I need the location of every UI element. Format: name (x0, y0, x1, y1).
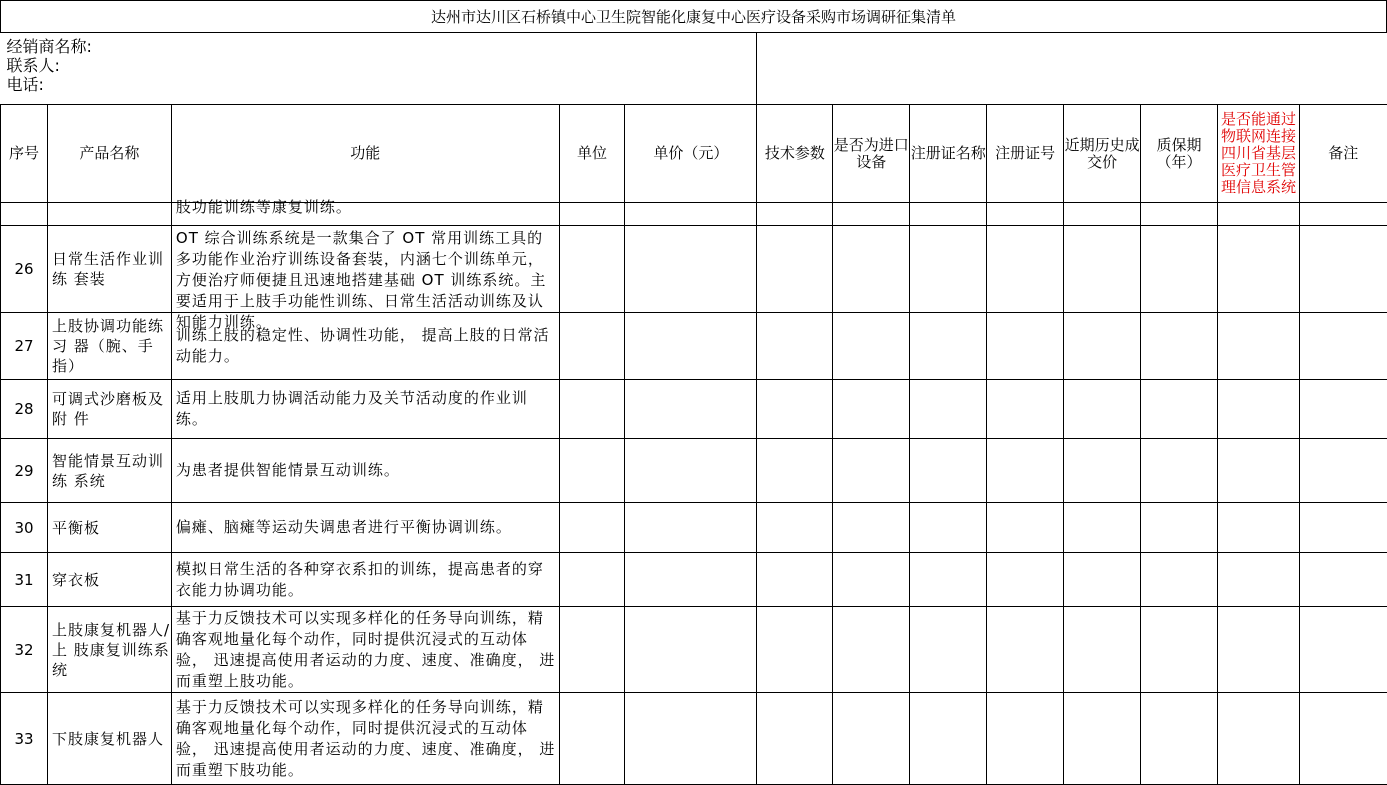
cell-reg-cert-name[interactable] (910, 380, 987, 439)
cell-unit[interactable] (559, 203, 625, 226)
table-row (1, 693, 1387, 785)
cell-unit-price[interactable] (625, 607, 757, 693)
cell-imported[interactable] (833, 380, 910, 439)
cell-warranty[interactable] (1141, 380, 1218, 439)
cell-iot-connect[interactable] (1218, 607, 1300, 693)
dealer-info-blank (757, 33, 1387, 105)
cell-recent-price[interactable] (1064, 607, 1141, 693)
cell-tech-params[interactable] (757, 313, 833, 380)
cell-unit-price[interactable] (625, 693, 757, 785)
row-seq: 32 (1, 607, 48, 693)
dealer-name-label: 经销商名称: (6, 37, 92, 56)
row-function: 偏瘫、脑瘫等运动失调患者进行平衡协调训练。 (171, 503, 559, 553)
cell-unit[interactable] (559, 693, 625, 785)
cell-remarks[interactable] (1299, 203, 1386, 226)
cell-imported[interactable] (833, 439, 910, 503)
cell-remarks[interactable] (1299, 313, 1386, 380)
header-imported: 是否为进口设备 (833, 105, 910, 203)
dealer-info-block (1, 33, 757, 105)
cell-reg-cert-name[interactable] (910, 503, 987, 553)
row-seq: 29 (1, 439, 48, 503)
cell-remarks[interactable] (1299, 380, 1386, 439)
cell-imported[interactable] (833, 693, 910, 785)
cell-remarks[interactable] (1299, 226, 1386, 313)
cell-unit-price[interactable] (625, 203, 757, 226)
cell-warranty[interactable] (1141, 553, 1218, 607)
cell-recent-price[interactable] (1064, 313, 1141, 380)
cell-reg-cert-name[interactable] (910, 693, 987, 785)
contact-label: 联系人: (6, 56, 60, 75)
cell-unit[interactable] (559, 503, 625, 553)
cell-reg-cert-no[interactable] (987, 203, 1064, 226)
row-product-name: 可调式沙磨板及附 件 (47, 380, 171, 439)
cell-unit[interactable] (559, 607, 625, 693)
cell-recent-price[interactable] (1064, 553, 1141, 607)
row-product-name (47, 203, 171, 226)
row-product-name: 智能情景互动训练 系统 (47, 439, 171, 503)
cell-iot-connect[interactable] (1218, 503, 1300, 553)
cell-reg-cert-name[interactable] (910, 439, 987, 503)
cell-recent-price[interactable] (1064, 380, 1141, 439)
cell-remarks[interactable] (1299, 693, 1386, 785)
row-seq: 27 (1, 313, 48, 380)
header-product-name: 产品名称 (47, 105, 171, 203)
header-iot-connect: 是否能通过物联网连接四川省基层医疗卫生管理信息系统 (1218, 105, 1300, 203)
cell-iot-connect[interactable] (1218, 203, 1300, 226)
cell-unit-price[interactable] (625, 380, 757, 439)
row-seq: 31 (1, 553, 48, 607)
cell-reg-cert-no[interactable] (987, 313, 1064, 380)
cell-imported[interactable] (833, 203, 910, 226)
table-row (1, 607, 1387, 693)
cell-unit[interactable] (559, 313, 625, 380)
cell-unit-price[interactable] (625, 313, 757, 380)
header-reg-cert-name: 注册证名称 (910, 105, 987, 203)
row-product-name: 下肢康复机器人 (47, 693, 171, 785)
row-function (171, 226, 559, 331)
cell-imported[interactable] (833, 226, 910, 313)
cell-unit-price[interactable] (625, 503, 757, 553)
row-function-text: 肢功能训练等康复训练。 (175, 198, 352, 216)
cell-tech-params[interactable] (757, 203, 833, 226)
cell-reg-cert-name[interactable] (910, 313, 987, 380)
cell-reg-cert-name[interactable] (910, 226, 987, 313)
cell-warranty[interactable] (1141, 439, 1218, 503)
cell-tech-params[interactable] (757, 439, 833, 503)
cell-reg-cert-no[interactable] (987, 607, 1064, 693)
table-row (1, 380, 1387, 439)
cell-unit-price[interactable] (625, 553, 757, 607)
cell-unit[interactable] (559, 553, 625, 607)
sheet-title: 达州市达川区石桥镇中心卫生院智能化康复中心医疗设备采购市场调研征集清单 (1, 1, 1387, 33)
cell-reg-cert-no[interactable] (987, 380, 1064, 439)
row-product-name: 日常生活作业训练 套装 (47, 226, 171, 313)
cell-remarks[interactable] (1299, 607, 1386, 693)
row-function (171, 198, 559, 226)
header-unit-price: 单价（元） (625, 105, 757, 203)
cell-iot-connect[interactable] (1218, 693, 1300, 785)
table-row (1, 503, 1387, 553)
cell-remarks[interactable] (1299, 439, 1386, 503)
row-function: 基于力反馈技术可以实现多样化的任务导向训练，精确客观地量化每个动作，同时提供沉浸式的互动体验， 迅速提高使用者运动的力度、速度、准确度， 进而重塑下肢功能。 (171, 693, 559, 785)
row-seq: 33 (1, 693, 48, 785)
cell-warranty[interactable] (1141, 313, 1218, 380)
cell-remarks[interactable] (1299, 503, 1386, 553)
cell-unit[interactable] (559, 439, 625, 503)
row-seq: 28 (1, 380, 48, 439)
cell-warranty[interactable] (1141, 226, 1218, 313)
cell-tech-params[interactable] (757, 380, 833, 439)
cell-reg-cert-name[interactable] (910, 553, 987, 607)
cell-tech-params[interactable] (757, 607, 833, 693)
row-product-name: 上肢康复机器人/上 肢康复训练系统 (47, 607, 171, 693)
row-product-name: 平衡板 (47, 503, 171, 553)
cell-reg-cert-name[interactable] (910, 203, 987, 226)
cell-tech-params[interactable] (757, 503, 833, 553)
cell-recent-price[interactable] (1064, 226, 1141, 313)
table-row (1, 226, 1387, 313)
cell-reg-cert-no[interactable] (987, 693, 1064, 785)
cell-recent-price[interactable] (1064, 693, 1141, 785)
row-seq (1, 203, 48, 226)
cell-warranty[interactable] (1141, 203, 1218, 226)
cell-unit[interactable] (559, 380, 625, 439)
cell-imported[interactable] (833, 553, 910, 607)
cell-warranty[interactable] (1141, 503, 1218, 553)
cell-iot-connect[interactable] (1218, 553, 1300, 607)
header-remarks: 备注 (1299, 105, 1386, 203)
table-row (1, 439, 1387, 503)
header-reg-cert-no: 注册证号 (987, 105, 1064, 203)
table-row (1, 203, 1387, 226)
cell-tech-params[interactable] (757, 226, 833, 313)
row-function: 基于力反馈技术可以实现多样化的任务导向训练，精确客观地量化每个动作，同时提供沉浸式的互动体验， 迅速提高使用者运动的力度、速度、准确度， 进而重塑上肢功能。 (171, 607, 559, 693)
cell-remarks[interactable] (1299, 553, 1386, 607)
row-function: 模拟日常生活的各种穿衣系扣的训练，提高患者的穿衣能力协调功能。 (171, 553, 559, 607)
cell-unit[interactable] (559, 226, 625, 313)
phone-label: 电话: (6, 75, 44, 94)
cell-recent-price[interactable] (1064, 439, 1141, 503)
header-seq: 序号 (1, 105, 48, 203)
cell-imported[interactable] (833, 607, 910, 693)
cell-iot-connect[interactable] (1218, 313, 1300, 380)
cell-warranty[interactable] (1141, 607, 1218, 693)
header-recent-price: 近期历史成交价 (1064, 105, 1141, 203)
cell-iot-connect[interactable] (1218, 226, 1300, 313)
cell-imported[interactable] (833, 503, 910, 553)
row-product-name: 穿衣板 (47, 553, 171, 607)
cell-tech-params[interactable] (757, 693, 833, 785)
header-function: 功能 (171, 105, 559, 203)
row-seq: 30 (1, 503, 48, 553)
cell-tech-params[interactable] (757, 553, 833, 607)
cell-unit-price[interactable] (625, 439, 757, 503)
cell-reg-cert-name[interactable] (910, 607, 987, 693)
row-function: 为患者提供智能情景互动训练。 (171, 439, 559, 503)
cell-recent-price[interactable] (1064, 203, 1141, 226)
row-function: 训练上肢的稳定性、协调性功能， 提高上肢的日常活动能力。 (171, 313, 559, 380)
cell-imported[interactable] (833, 313, 910, 380)
row-seq: 26 (1, 226, 48, 313)
cell-reg-cert-no[interactable] (987, 553, 1064, 607)
row-function-text: OT 综合训练系统是一款集合了 OT 常用训练工具的 多功能作业治疗训练设备套装，内涵七个训练单元， 方便治疗师便捷且迅速地搭建基础 OT 训练系统。主 要适用于上肢手功能性训练、日常生活活动训练及认 知能力训练。 (175, 229, 547, 331)
cell-recent-price[interactable] (1064, 503, 1141, 553)
row-function: 适用上肢肌力协调活动能力及关节活动度的作业训练。 (171, 380, 559, 439)
row-product-name: 上肢协调功能练习 器（腕、手指） (47, 313, 171, 380)
cell-warranty[interactable] (1141, 693, 1218, 785)
cell-iot-connect[interactable] (1218, 439, 1300, 503)
cell-iot-connect[interactable] (1218, 380, 1300, 439)
table-row (1, 553, 1387, 607)
header-warranty: 质保期（年） (1141, 105, 1218, 203)
header-unit: 单位 (559, 105, 625, 203)
header-tech-params: 技术参数 (757, 105, 833, 203)
cell-reg-cert-no[interactable] (987, 503, 1064, 553)
cell-unit-price[interactable] (625, 226, 757, 313)
cell-reg-cert-no[interactable] (987, 439, 1064, 503)
cell-reg-cert-no[interactable] (987, 226, 1064, 313)
